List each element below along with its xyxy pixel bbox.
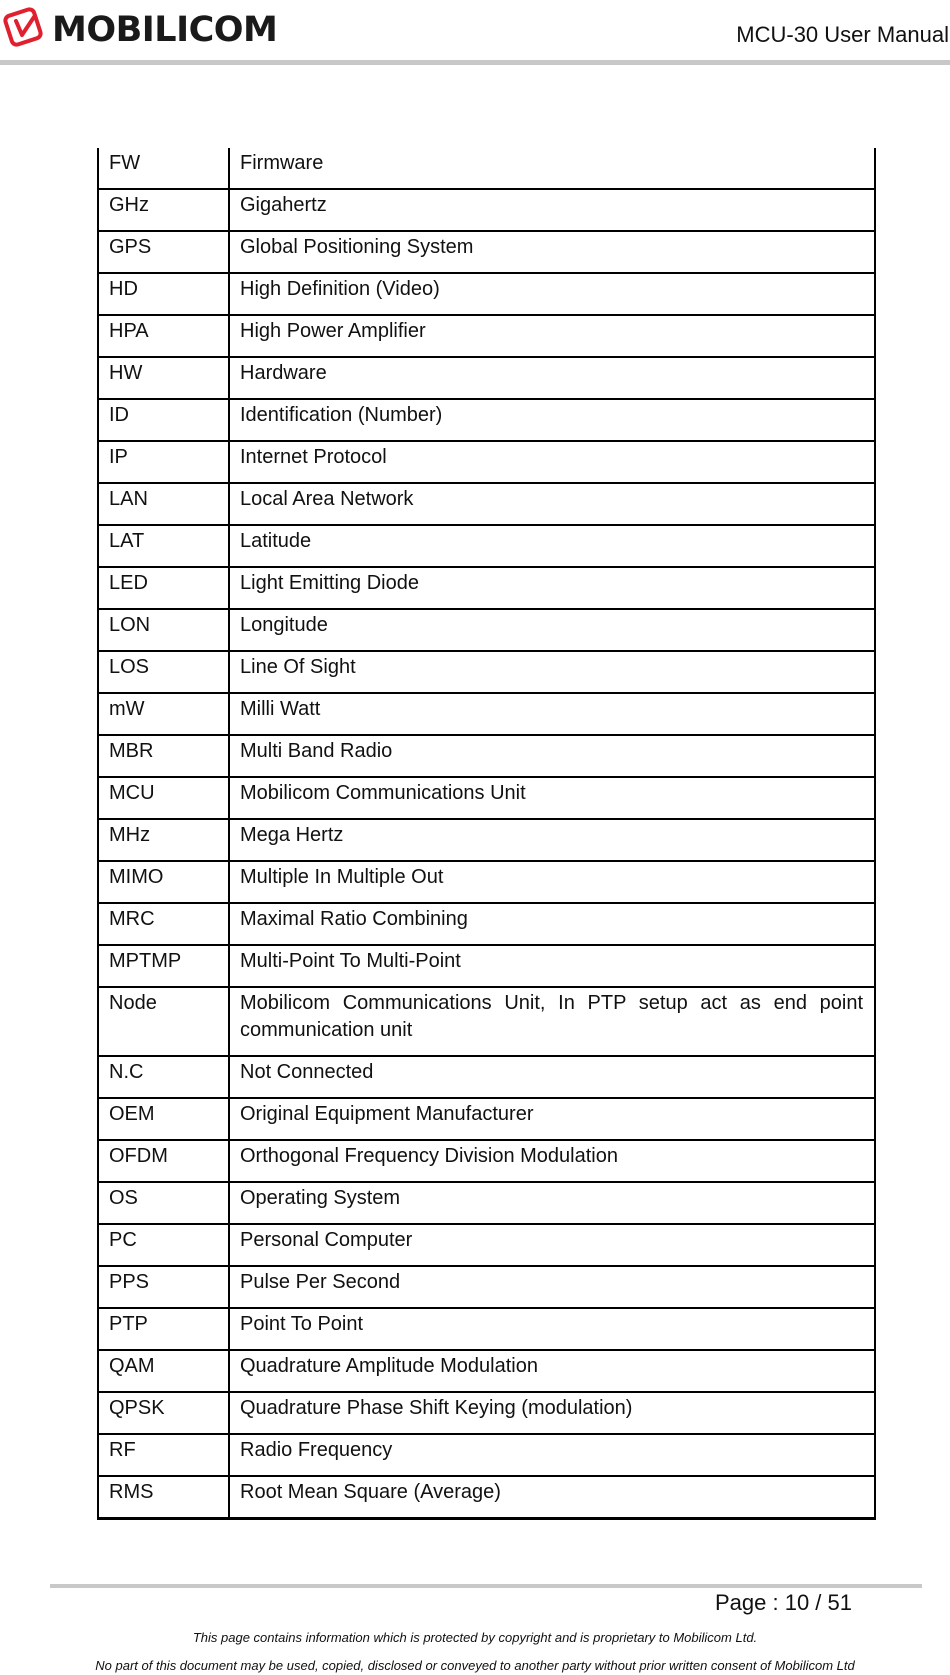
abbreviation-cell: MBR	[98, 735, 229, 777]
abbreviation-cell: OS	[98, 1182, 229, 1224]
meaning-cell: Operating System	[229, 1182, 875, 1224]
meaning-cell: Maximal Ratio Combining	[229, 903, 875, 945]
document-title: MCU-30 User Manual	[736, 22, 949, 47]
abbreviation-cell: ID	[98, 399, 229, 441]
abbreviation-cell: IP	[98, 441, 229, 483]
meaning-cell: Line Of Sight	[229, 651, 875, 693]
meaning-cell: Local Area Network	[229, 483, 875, 525]
table-row	[98, 819, 875, 861]
meaning-cell: Root Mean Square (Average)	[229, 1476, 875, 1519]
abbreviation-cell: MHz	[98, 819, 229, 861]
table-row	[98, 1392, 875, 1434]
table-row	[98, 357, 875, 399]
abbreviation-cell: HD	[98, 273, 229, 315]
abbreviation-cell: OFDM	[98, 1140, 229, 1182]
abbreviation-cell: QPSK	[98, 1392, 229, 1434]
meaning-cell: Quadrature Amplitude Modulation	[229, 1350, 875, 1392]
meaning-cell: Personal Computer	[229, 1224, 875, 1266]
page-header	[0, 0, 950, 66]
abbreviation-cell: MCU	[98, 777, 229, 819]
meaning-cell: Mobilicom Communications Unit, In PTP setup act as end point communication unit	[229, 987, 875, 1056]
abbreviation-cell: RMS	[98, 1476, 229, 1519]
logo-wordmark: MOBILICOM	[52, 10, 278, 50]
abbreviation-cell: LAT	[98, 525, 229, 567]
table-row	[98, 441, 875, 483]
abbreviation-cell: MRC	[98, 903, 229, 945]
meaning-cell: Internet Protocol	[229, 441, 875, 483]
meaning-cell: Light Emitting Diode	[229, 567, 875, 609]
table-row	[98, 861, 875, 903]
table-row	[98, 1266, 875, 1308]
table-row	[98, 1308, 875, 1350]
meaning-cell: Multi-Point To Multi-Point	[229, 945, 875, 987]
abbreviation-cell: FW	[98, 148, 229, 189]
mobilicom-logo	[2, 2, 277, 58]
table-row	[98, 609, 875, 651]
table-row	[98, 189, 875, 231]
table-row	[98, 231, 875, 273]
meaning-cell: Quadrature Phase Shift Keying (modulation)	[229, 1392, 875, 1434]
abbreviation-cell: MPTMP	[98, 945, 229, 987]
abbreviation-cell: MIMO	[98, 861, 229, 903]
meaning-cell: Hardware	[229, 357, 875, 399]
table-row	[98, 567, 875, 609]
meaning-cell: Original Equipment Manufacturer	[229, 1098, 875, 1140]
meaning-cell: Point To Point	[229, 1308, 875, 1350]
page-number: Page : 10 / 51	[715, 1590, 852, 1615]
table-row	[98, 1098, 875, 1140]
abbreviation-cell: LOS	[98, 651, 229, 693]
abbreviation-cell: LON	[98, 609, 229, 651]
abbreviation-cell: OEM	[98, 1098, 229, 1140]
table-row	[98, 693, 875, 735]
table-row	[98, 399, 875, 441]
table-row	[98, 1056, 875, 1098]
abbreviation-cell: Node	[98, 987, 229, 1056]
abbreviation-cell: PC	[98, 1224, 229, 1266]
abbreviation-cell: GHz	[98, 189, 229, 231]
usage-notice: No part of this document may be used, copied, disclosed or conveyed to another party without prior written consent of Mobilicom Ltd	[95, 1658, 855, 1673]
table-row	[98, 1182, 875, 1224]
meaning-cell: Multiple In Multiple Out	[229, 861, 875, 903]
abbreviation-cell: PTP	[98, 1308, 229, 1350]
abbreviation-cell: mW	[98, 693, 229, 735]
meaning-cell: Not Connected	[229, 1056, 875, 1098]
logo-mark-icon	[2, 5, 48, 55]
table-row	[98, 735, 875, 777]
meaning-cell: Mega Hertz	[229, 819, 875, 861]
table-row	[98, 903, 875, 945]
abbreviation-cell: N.C	[98, 1056, 229, 1098]
meaning-cell: Orthogonal Frequency Division Modulation	[229, 1140, 875, 1182]
table-row	[98, 148, 875, 189]
table-row	[98, 651, 875, 693]
abbreviation-cell: LED	[98, 567, 229, 609]
meaning-cell: Latitude	[229, 525, 875, 567]
abbreviation-cell: LAN	[98, 483, 229, 525]
meaning-cell: Mobilicom Communications Unit	[229, 777, 875, 819]
table-row	[98, 1224, 875, 1266]
meaning-cell: High Definition (Video)	[229, 273, 875, 315]
meaning-cell: High Power Amplifier	[229, 315, 875, 357]
meaning-cell: Longitude	[229, 609, 875, 651]
abbreviation-cell: HW	[98, 357, 229, 399]
header-divider	[0, 60, 950, 65]
abbreviations-table-body	[98, 148, 875, 1519]
meaning-cell: Identification (Number)	[229, 399, 875, 441]
table-row	[98, 1434, 875, 1476]
abbreviation-cell: QAM	[98, 1350, 229, 1392]
meaning-cell: Pulse Per Second	[229, 1266, 875, 1308]
table-row	[98, 273, 875, 315]
table-row	[98, 1476, 875, 1519]
abbreviations-table	[97, 148, 876, 1520]
copyright-notice: This page contains information which is protected by copyright and is proprietary to Mobilicom Ltd.	[192, 1630, 758, 1645]
meaning-cell: Gigahertz	[229, 189, 875, 231]
abbreviation-cell: PPS	[98, 1266, 229, 1308]
table-row	[98, 987, 875, 1056]
table-row	[98, 525, 875, 567]
meaning-cell: Global Positioning System	[229, 231, 875, 273]
table-row	[98, 945, 875, 987]
table-row	[98, 315, 875, 357]
meaning-cell: Milli Watt	[229, 693, 875, 735]
footer-divider	[50, 1584, 922, 1588]
table-row	[98, 1140, 875, 1182]
abbreviation-cell: HPA	[98, 315, 229, 357]
meaning-cell: Radio Frequency	[229, 1434, 875, 1476]
table-row	[98, 483, 875, 525]
table-row	[98, 777, 875, 819]
meaning-cell: Firmware	[240, 152, 324, 174]
table-row	[98, 1350, 875, 1392]
meaning-cell: Multi Band Radio	[229, 735, 875, 777]
abbreviation-cell: RF	[98, 1434, 229, 1476]
abbreviation-cell: GPS	[98, 231, 229, 273]
